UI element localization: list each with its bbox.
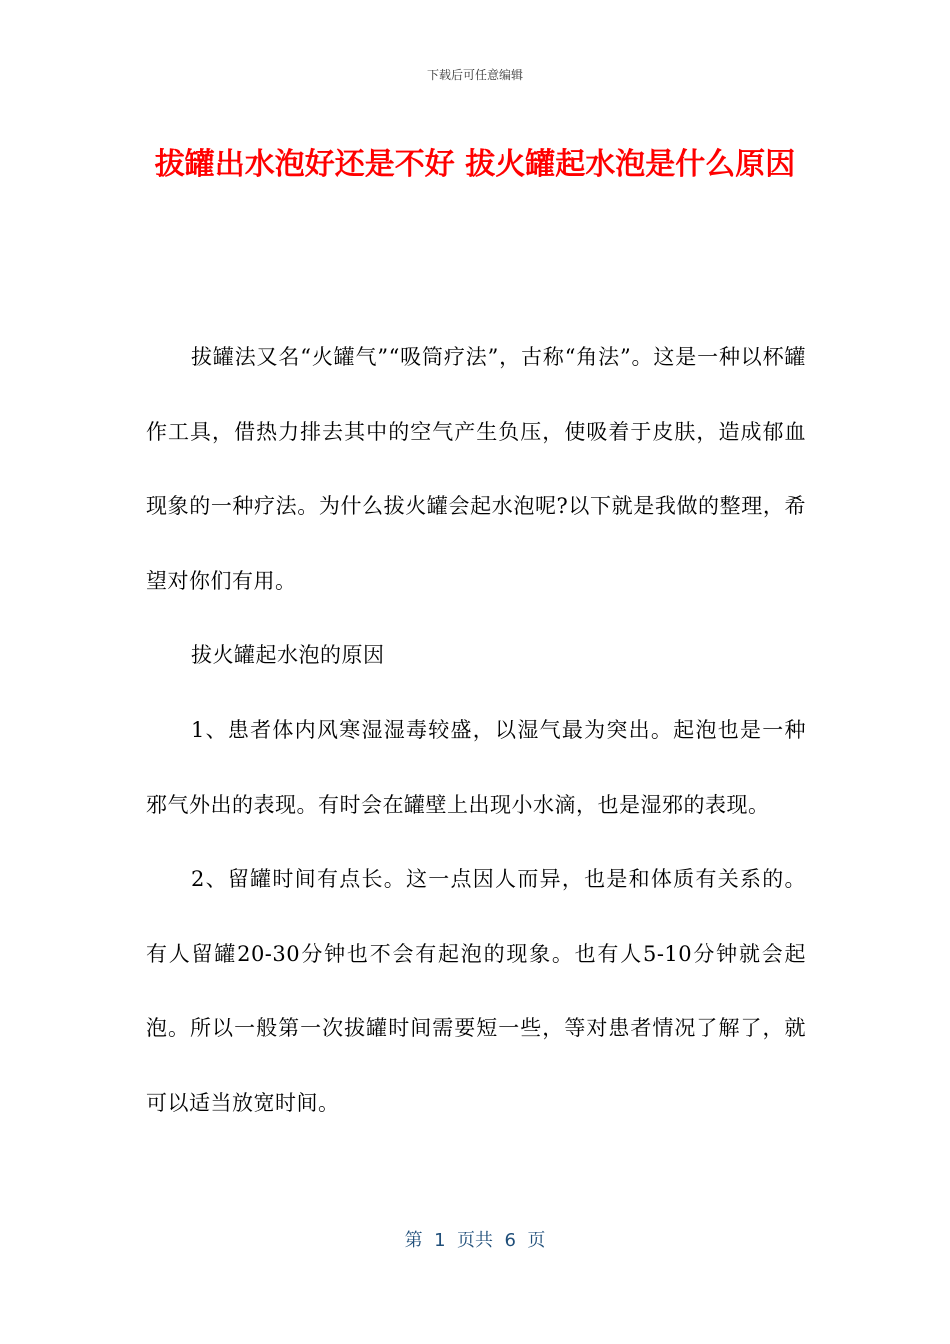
intro-paragraph: 拔罐法又名“火罐气”“吸筒疗法”，古称“角法”。这是一种以杯罐作工具，借热力排去其中的空气产生负压，使吸着于皮肤，造成郁血现象的一种疗法。为什么拔火罐会起水泡呢?以下就是我做的整理，希望对你们有用。	[146, 345, 806, 593]
document-body	[146, 320, 806, 1141]
reason-paragraph-2: 2、留罐时间有点长。这一点因人而异，也是和体质有关系的。有人留罐20-30分钟也不会有起泡的现象。也有人5-10分钟就会起泡。所以一般第一次拔罐时间需要短一些，等对患者情况了解了，就可以适当放宽时间。	[146, 867, 806, 1115]
document-title: 拔罐出水泡好还是不好 拔火罐起水泡是什么原因	[154, 147, 796, 182]
reason-paragraph-1: 1、患者体内风寒湿湿毒较盛，以湿气最为突出。起泡也是一种邪气外出的表现。有时会在罐壁上出现小水滴，也是湿邪的表现。	[146, 717, 806, 817]
section-heading: 拔火罐起水泡的原因	[191, 643, 385, 668]
page-number-footer: 第 1 页共 6 页	[404, 1230, 546, 1251]
header-note: 下载后可任意编辑	[426, 68, 523, 82]
